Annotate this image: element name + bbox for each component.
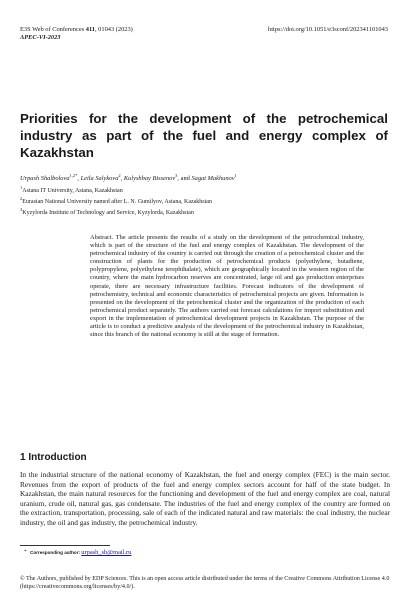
author-list [20, 172, 390, 183]
author-name: Sagat Makhunov [191, 175, 235, 183]
affiliation-item [20, 195, 390, 206]
author-separator: , [120, 175, 124, 183]
author-separator: , [77, 175, 81, 183]
author-name: Kulyshbay Bissenov [123, 175, 176, 183]
license-notice: © The Authors, published by EDP Sciences. This is an open access article distributed under the terms of the Creative Commons Attribution License 4.0 (https://creativecommons.org/licenses/by/4.0/). [20, 576, 390, 590]
affiliation-text: Eurasian National University named after L. N. Gumilyov, Astana, Kazakhstan [22, 199, 212, 206]
running-header-left [20, 26, 133, 42]
affiliation-number: 1 [20, 185, 23, 190]
author-name: Urpash Shalbolova [20, 175, 70, 183]
journal-name: E3S Web of Conferences [20, 26, 86, 33]
author-affiliation-mark: 2 [118, 173, 121, 178]
affiliation-item [20, 206, 390, 217]
conference-name: APEC-VI-2023 [20, 34, 61, 41]
affiliation-list [20, 184, 390, 218]
corresponding-author-footnote [24, 549, 132, 557]
citation-rest: , 01043 (2023) [94, 26, 133, 33]
affiliation-number: 2 [20, 196, 23, 202]
abstract-paragraph: Abstract. The article presents the results of a study on the development of the petrochemical industry, which is part of the structure of the fuel and energy complex of Kazakhstan. The development of the petrochemical industry of the country is carried out through the creation of a petrochemical cluster and the construction of plants for the production of petrochemical products (polyethylene, butadiene, polypropylene, polyethylene terephthalate), which are geographically located in the western region of the country, where the main hydrocarbon reserves are concentrated, large oil and gas production enterprises operate, there are necessary infrastructure facilities. Forecast indicators of the development of petrochemistry, technical and economic characteristics of petrochemical projects are given. Information is presented on the development of the petrochemical cluster and the organization of the production of each petrochemical product separately. The authors carried out forecast calculations for import substitution and export in the implementation of petrochemical development projects in Kazakhstan. The purpose of the article is to conduct a predictive analysis of the development of the petrochemical industry in Kazakhstan, since this branch of the national economy is still at the stage of formation. [90, 234, 364, 339]
author-email-link[interactable]: urpash_sh@mail.ru [81, 549, 132, 556]
doi-link[interactable]: https://doi.org/10.1051/e3sconf/202341101043 [268, 26, 388, 33]
affiliation-item [20, 184, 390, 195]
author-separator: , and [177, 175, 192, 183]
footnote-asterisk: * [24, 549, 27, 555]
journal-citation [20, 26, 133, 34]
author-name: Leila Salykova [80, 175, 119, 183]
affiliation-text: Astana IT University, Astana, Kazakhstan [22, 188, 123, 194]
author-affiliation-mark: 1,2* [69, 173, 78, 178]
paper-title: Priorities for the development of the petrochemical industry as part of the fuel and energy complex of Kazakhstan [20, 111, 388, 160]
volume-number: 411 [85, 26, 95, 33]
footnote-divider [20, 545, 110, 546]
section-body-paragraph: In the industrial structure of the national economy of Kazakhstan, the fuel and energy complex (FEC) is the main sector. Revenues from the export of products of the fuel and energy complex sectors account for half of the state budget. In Kazakhstan, the main natural resources for the functioning and development of the fuel and energy complex are coal, natural uranium, crude oil, natural gas, gas condensate. The industries of the fuel and energy complex of the country are formed on the extraction, transportation, processing, sale of each of the indicated natural and raw materials: the coal industry, the nuclear industry, the oil and gas industry, the petrochemical industry. [20, 470, 390, 527]
affiliation-text: Kyzylorda Institute of Technology and Service, Kyzylorda, Kazakhstan [22, 210, 194, 217]
footnote-label: Corresponding author: [30, 550, 82, 555]
author-affiliation-mark: 1 [234, 173, 237, 178]
author-affiliation-mark: 3 [175, 173, 178, 178]
section-heading: 1 Introduction [20, 452, 87, 463]
affiliation-number: 3 [20, 207, 23, 213]
